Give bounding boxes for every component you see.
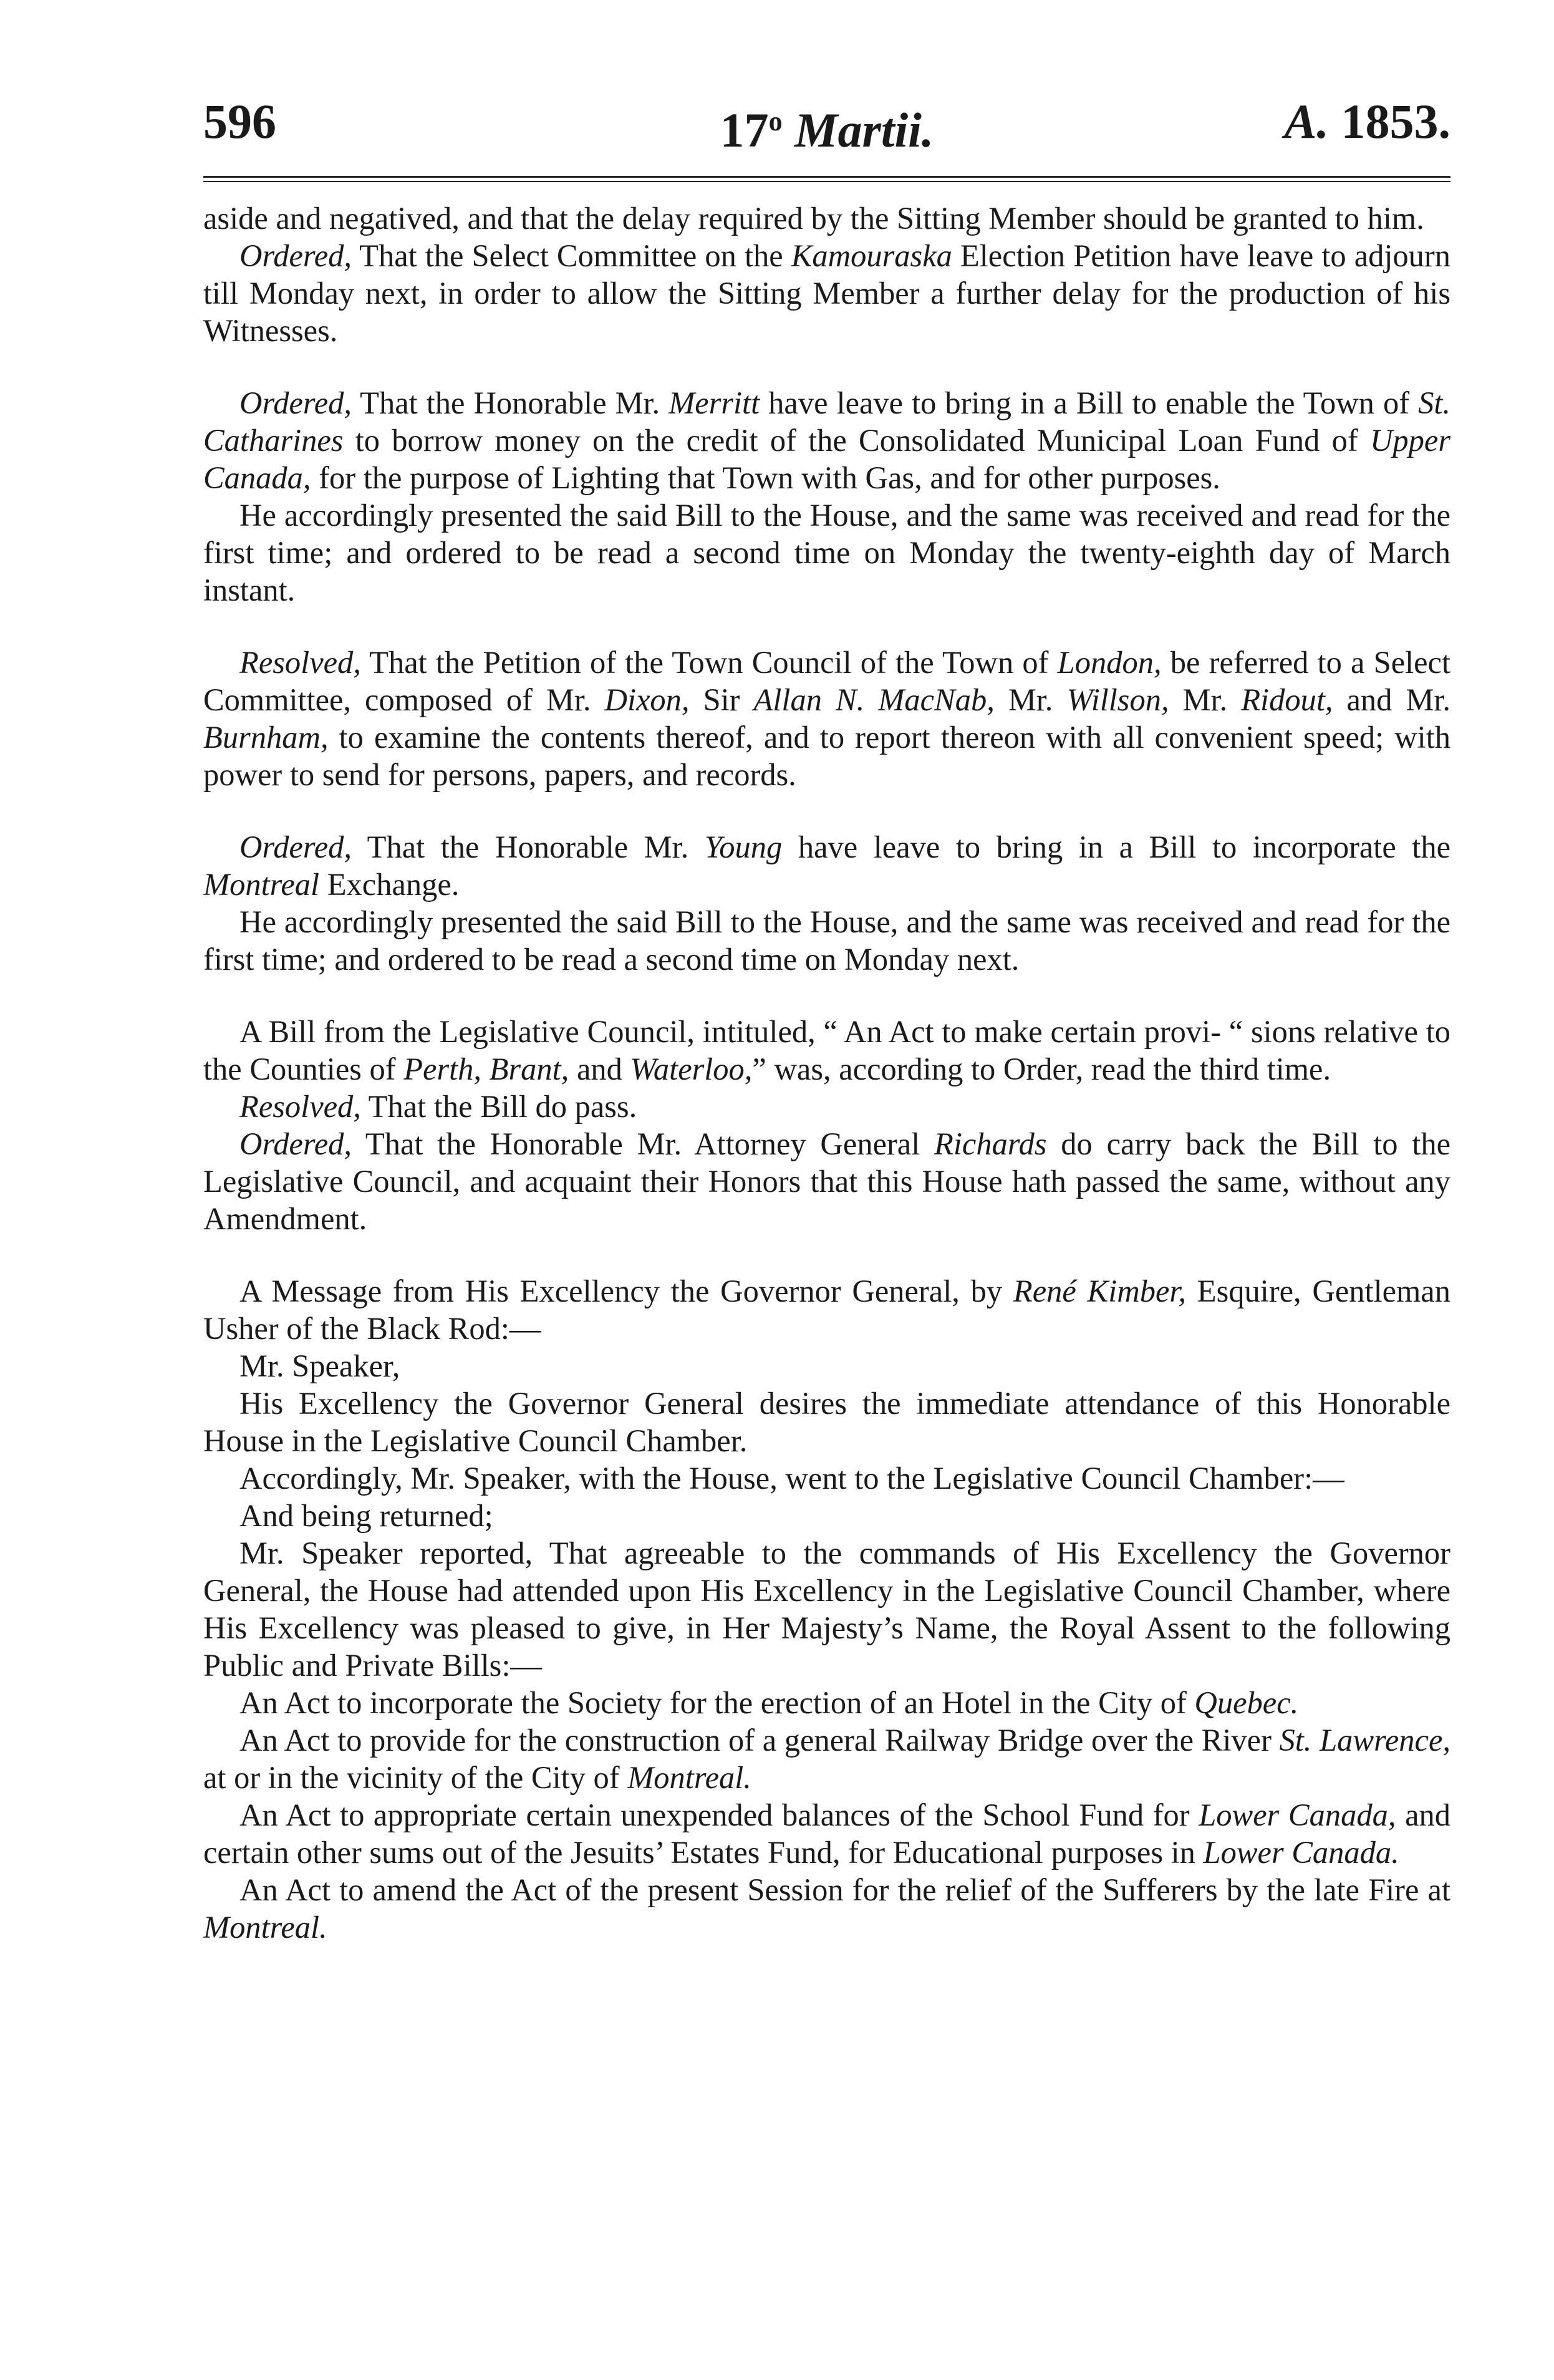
journal-paragraph <box>203 1459 1450 1497</box>
journal-paragraph <box>203 1088 1450 1125</box>
italic-text: Ordered, <box>239 385 352 420</box>
journal-paragraph <box>203 1796 1450 1871</box>
text-segment: Accordingly, Mr. Speaker, with the House, went to the Legislative Council Chamber:— <box>239 1461 1344 1496</box>
journal-paragraph <box>203 200 1450 237</box>
text-segment: Mr. <box>1169 682 1242 717</box>
text-segment: That the Bill do pass. <box>360 1089 637 1124</box>
text-segment: do carry back the Bill to the Legislative Council, and acquaint their Honors that this House hath passed the same, without any Amendment. <box>203 1126 1450 1236</box>
year-value: 1853. <box>1341 94 1450 148</box>
text-segment: He accordingly presented the said Bill to the House, and the same was received and read for the first time; and ordered to be read a second time on Monday the twenty-eighth day of March instant. <box>203 498 1450 607</box>
italic-text: Burnham, <box>203 720 329 755</box>
text-segment: for the purpose of Lighting that Town with Gas, and for other purposes. <box>311 460 1220 495</box>
text-segment: An Act to incorporate the Society for the erection of an Hotel in the City of <box>239 1685 1195 1720</box>
italic-text: Waterloo, <box>630 1052 753 1086</box>
italic-text: Ridout, <box>1241 682 1333 717</box>
year-prefix: A. <box>1284 94 1329 148</box>
text-segment: An Act to provide for the construction of a general Railway Bridge over the River <box>239 1723 1280 1758</box>
date-day: 17 <box>720 103 769 157</box>
italic-text: Willson, <box>1066 682 1169 717</box>
italic-text: Lower Canada. <box>1203 1835 1399 1870</box>
text-segment: Mr. <box>994 682 1067 717</box>
date-month: Martii. <box>794 103 934 157</box>
text-segment: That the Petition of the Town Council of the Town of <box>360 645 1058 680</box>
italic-text: Ordered, <box>239 830 352 864</box>
journal-paragraph <box>203 1125 1450 1237</box>
italic-text: Montreal. <box>203 1910 327 1945</box>
italic-text: Resolved, <box>239 645 361 680</box>
text-segment: His Excellency the Governor General desires the immediate attendance of this Honorable House in the Legislative Council Chamber. <box>203 1386 1450 1458</box>
italic-text: Lower Canada, <box>1199 1797 1396 1832</box>
italic-text: Upper Canada, <box>203 423 1450 495</box>
journal-paragraph <box>203 1385 1450 1459</box>
text-segment: Mr. Speaker, <box>239 1348 400 1383</box>
text-segment: That the Honorable Mr. <box>351 830 705 864</box>
italic-text: St. Lawrence, <box>1279 1723 1450 1758</box>
italic-text: Resolved, <box>239 1089 361 1124</box>
italic-text: Ordered, <box>239 1126 352 1161</box>
text-segment: That the Honorable Mr. <box>351 385 669 420</box>
text-segment: That the Honorable Mr. Attorney General <box>351 1126 935 1161</box>
journal-paragraph <box>203 644 1450 793</box>
header-rule-secondary <box>203 181 1450 182</box>
text-segment: An Act to amend the Act of the present Session for the relief of the Sufferers by the late Fire at <box>239 1872 1450 1907</box>
italic-text: Montreal. <box>627 1760 751 1795</box>
page-number: 596 <box>203 94 276 148</box>
text-segment: have leave to bring in a Bill to enable the Town of <box>760 385 1419 420</box>
text-segment: have leave to bring in a Bill to incorporate the <box>782 830 1450 864</box>
italic-text: René Kimber, <box>1013 1274 1187 1309</box>
running-year <box>1284 87 1450 156</box>
journal-paragraph <box>203 903 1450 978</box>
text-segment: He accordingly presented the said Bill to the House, and the same was received and read for the first time; and ordered to be read a second time on Monday next. <box>203 904 1450 977</box>
text-segment: be referred to a Select Committee, composed of Mr. <box>203 645 1451 717</box>
journal-paragraph <box>203 1534 1450 1684</box>
text-segment: to examine the contents thereof, and to report thereon with all convenient speed; with power to send for persons, papers, and records. <box>203 720 1450 792</box>
text-segment: and <box>569 1052 630 1086</box>
text-segment: Esquire, Gentleman Usher of the Black Rod:— <box>203 1274 1450 1346</box>
journal-paragraph <box>203 1272 1450 1347</box>
journal-paragraph <box>203 496 1450 609</box>
page-header <box>203 87 1450 156</box>
journal-paragraph <box>203 1684 1450 1721</box>
text-segment: A Bill from the Legislative Council, intituled, “ An Act to make certain provi- “ sions relative to the Counties of <box>203 1014 1450 1086</box>
running-date <box>203 87 1450 165</box>
document-page <box>203 87 1450 1946</box>
journal-body <box>203 200 1450 1946</box>
text-segment: Exchange. <box>319 867 460 902</box>
italic-text: Ordered, <box>239 238 352 273</box>
journal-paragraph <box>203 1497 1450 1534</box>
italic-text: Dixon, <box>604 682 690 717</box>
italic-text: Quebec. <box>1194 1685 1299 1720</box>
italic-text: Merritt <box>668 385 760 420</box>
text-segment: ” was, according to Order, read the third time. <box>752 1052 1331 1086</box>
journal-paragraph <box>203 1013 1450 1088</box>
date-ordinal: o <box>768 106 783 137</box>
text-segment: at or in the vicinity of the City of <box>203 1760 628 1795</box>
text-segment: Election Petition have leave to adjourn till Monday next, in order to allow the Sitting Member a further delay for the production of his Witnesses. <box>203 238 1450 348</box>
italic-text: Young <box>704 830 783 864</box>
text-segment: aside and negatived, and that the delay required by the Sitting Member should be granted to him. <box>203 201 1424 236</box>
journal-paragraph <box>203 828 1450 903</box>
journal-paragraph <box>203 237 1450 349</box>
journal-paragraph <box>203 1871 1450 1946</box>
text-segment: A Message from His Excellency the Governor General, by <box>239 1274 1013 1309</box>
text-segment: and certain other sums out of the Jesuits’ Estates Fund, for Educational purposes in <box>203 1797 1450 1870</box>
text-segment: Sir <box>689 682 754 717</box>
italic-text: Montreal <box>203 867 320 902</box>
journal-paragraph <box>203 1721 1450 1796</box>
text-segment: and Mr. <box>1333 682 1451 717</box>
text-segment: And being returned; <box>239 1498 493 1533</box>
text-segment: to borrow money on the credit of the Consolidated Municipal Loan Fund of <box>343 423 1370 458</box>
italic-text: St. Catharines <box>203 385 1450 458</box>
italic-text: London, <box>1057 645 1162 680</box>
italic-text: Richards <box>934 1126 1047 1161</box>
text-segment: An Act to appropriate certain unexpended balances of the School Fund for <box>239 1797 1199 1832</box>
italic-text: Kamouraska <box>791 238 952 273</box>
italic-text: Allan N. MacNab, <box>753 682 995 717</box>
journal-paragraph <box>203 384 1450 496</box>
text-segment: That the Select Committee on the <box>351 238 791 273</box>
journal-paragraph <box>203 1347 1450 1385</box>
text-segment: Mr. Speaker reported, That agreeable to the commands of His Excellency the Governor General, the House had attended upon His Excellency in the Legislative Council Chamber, where His Excellency was pleased to give, in Her Majesty’s Name, the Royal Assent to the following Public and Private Bills:— <box>203 1536 1450 1683</box>
italic-text: Perth, Brant, <box>403 1052 569 1086</box>
header-rule <box>203 176 1450 178</box>
